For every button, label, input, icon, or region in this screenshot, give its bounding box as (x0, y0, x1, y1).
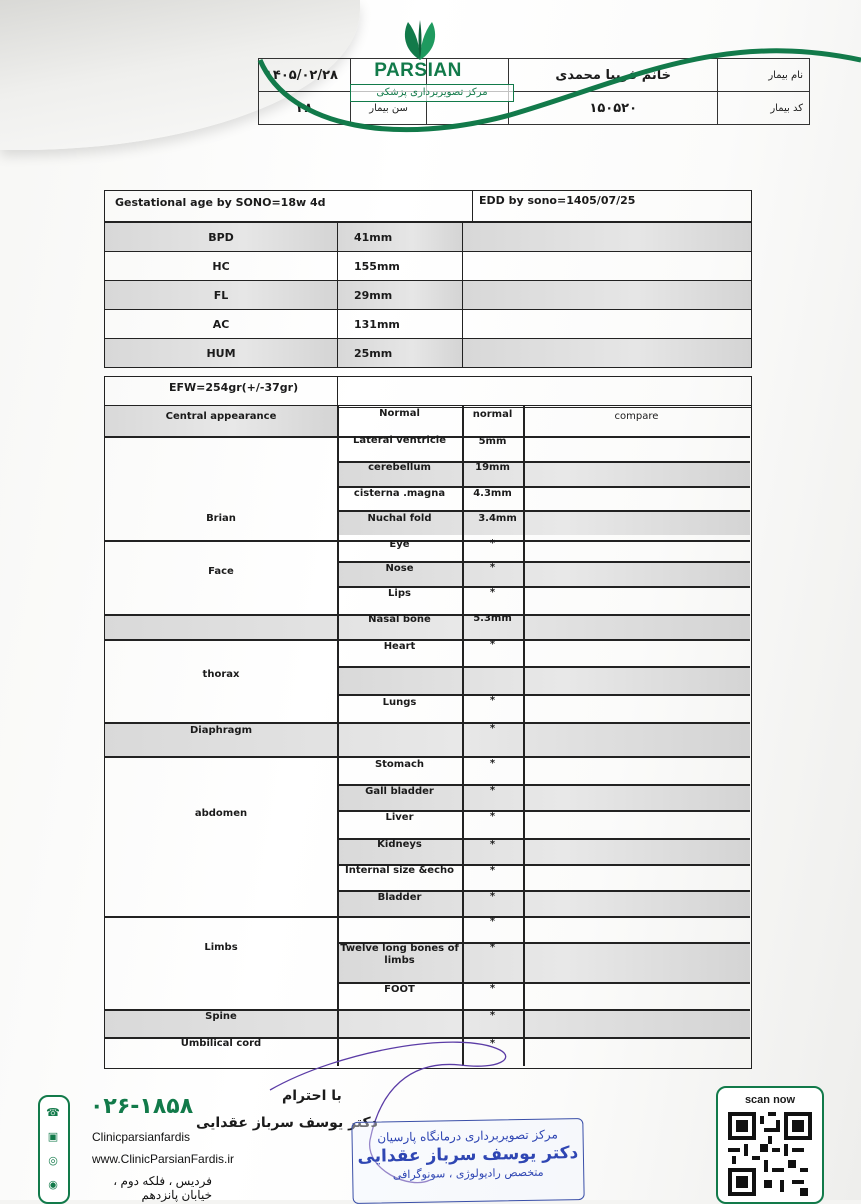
brain-group-label: Brian (206, 513, 236, 524)
contact-icons-bar (38, 1095, 70, 1204)
biometry-table (104, 222, 752, 368)
table-row (105, 339, 752, 368)
date-cell (259, 59, 351, 92)
item-label: cerebellum (368, 462, 431, 473)
item-value: * (489, 942, 496, 953)
item-value: 5.3mm (473, 613, 512, 624)
item-value: * (489, 1038, 496, 1049)
item-value: * (489, 839, 496, 850)
item-value: * (489, 562, 496, 573)
biometry-label: AC (105, 310, 338, 339)
patient-header-table (258, 58, 810, 125)
stamp-specialty: متخصص رادیولوژی ، سونوگرافی (392, 1165, 544, 1182)
item-value: * (489, 538, 496, 549)
face-group-label: Face (208, 566, 234, 577)
item-label: Internal size &echo (345, 865, 454, 876)
compare-header: compare (614, 411, 659, 422)
patient-age: ۳۸ (259, 92, 351, 125)
stamp-clinic-name: مرکز تصویربرداری درمانگاه پارسیان (377, 1127, 558, 1145)
efw-row (104, 376, 752, 408)
abdomen-group-label: abdomen (194, 808, 248, 819)
item-label: Nose (385, 563, 414, 574)
normal-header: Normal (379, 408, 420, 419)
estimated-fetal-weight: EFW=254gr(+/-37gr) (169, 381, 299, 394)
biometry-label: HUM (105, 339, 338, 368)
table-row (105, 223, 752, 252)
item-label: Lateral ventricle (353, 435, 446, 446)
biometry-value: 131mm (354, 317, 400, 331)
anatomy-survey-table (104, 405, 752, 1069)
item-value: * (489, 723, 496, 734)
item-value: * (489, 865, 496, 876)
item-label: Gall bladder (365, 786, 434, 797)
biometry-value: 155mm (354, 259, 400, 273)
logo-wordmark: PARSIAN (374, 60, 462, 81)
item-value: * (489, 587, 496, 598)
web-icon: ▣ (47, 1130, 59, 1143)
item-value: * (489, 983, 496, 994)
clinic-website[interactable]: www.ClinicParsianFardis.ir (92, 1152, 235, 1166)
item-value: 5mm (478, 436, 507, 447)
item-label: Kidneys (377, 839, 422, 850)
item-label: Heart (383, 641, 416, 652)
item-value: * (489, 916, 496, 927)
item-value: 4.3mm (473, 488, 512, 499)
biometry-value: 25mm (354, 346, 393, 360)
patient-code: ۱۵۰۵۲۰ (509, 92, 718, 125)
biometry-label: FL (105, 281, 338, 310)
instagram-handle[interactable]: Clinicparsianfardis (92, 1130, 191, 1144)
qr-code-box[interactable] (716, 1086, 824, 1204)
table-row (105, 281, 752, 310)
item-label: FOOT (384, 984, 415, 995)
qr-code-icon[interactable] (728, 1112, 812, 1196)
item-label: Lungs (382, 697, 417, 708)
clinic-phone[interactable]: ۰۲۶-۱۸۵۸ (90, 1094, 194, 1119)
item-value: * (489, 695, 496, 706)
umbilical-group-label: Umbilical cord (180, 1038, 262, 1049)
item-value: 19mm (475, 462, 510, 473)
item-label: Liver (385, 812, 414, 823)
patient-name: خانم فریبا محمدی (509, 59, 718, 92)
leaf-logo-icon (398, 20, 442, 62)
biometry-label: BPD (105, 223, 338, 252)
patient-code-label: کد بیمار (718, 92, 810, 125)
stamp-doctor-name: دکتر یوسف سرباز عقدایی (357, 1143, 579, 1167)
limbs-group-label: Limbs (204, 942, 238, 953)
phone-icon: ☎ (46, 1106, 60, 1119)
item-label: Bladder (377, 892, 422, 903)
item-label: Stomach (374, 759, 425, 770)
exam-date: ۱۴۰۵/۰۲/۲۸ (265, 67, 338, 83)
item-label: Nasal bone (368, 614, 431, 625)
clinic-address: فردیس ، فلکه دوم ، خیابان پانزدهم (113, 1174, 212, 1202)
item-label: Eye (389, 539, 410, 550)
item-value: * (489, 891, 496, 902)
patient-name-label: نام بیمار (718, 59, 810, 92)
doctor-stamp (351, 1118, 584, 1204)
thorax-group-label: thorax (202, 669, 240, 680)
patient-age-label: سن بیمار (351, 92, 427, 125)
item-value: * (489, 785, 496, 796)
scan-now-label: scan now (744, 1094, 796, 1106)
item-value: * (489, 758, 496, 769)
clinic-logo (348, 20, 488, 110)
item-label: Twelve long bones of limbs (340, 943, 459, 966)
item-label: Lips (388, 588, 411, 599)
biometry-value: 29mm (354, 288, 393, 302)
normal-value-header: normal (472, 409, 513, 420)
biometry-value: 41mm (354, 230, 393, 244)
table-row (105, 252, 752, 281)
item-value: * (489, 1010, 496, 1021)
item-label: cisterna .magna (353, 488, 446, 499)
item-value: 3.4mm (478, 513, 517, 524)
gestational-age: Gestational age by SONO=18w 4d (115, 196, 326, 209)
item-label: Nuchal fold (367, 513, 432, 524)
gestational-age-row (104, 190, 752, 222)
location-icon: ◉ (48, 1178, 58, 1191)
table-row (105, 310, 752, 339)
estimated-due-date: EDD by sono=1405/07/25 (472, 191, 635, 224)
item-value: * (489, 639, 496, 650)
logo-subtitle: مرکز تصویربرداری پزشکی (350, 84, 514, 102)
biometry-label: HC (105, 252, 338, 281)
central-appearance-header: Central appearance (165, 411, 277, 422)
doctor-name: دکتر یوسف سرباز عقدایی (196, 1115, 378, 1131)
instagram-icon: ◎ (48, 1154, 58, 1167)
item-value: * (489, 811, 496, 822)
spine-group-label: Spine (205, 1011, 237, 1022)
diaphragm-group-label: Diaphragm (189, 725, 252, 736)
regards-text: با احترام (282, 1088, 342, 1104)
